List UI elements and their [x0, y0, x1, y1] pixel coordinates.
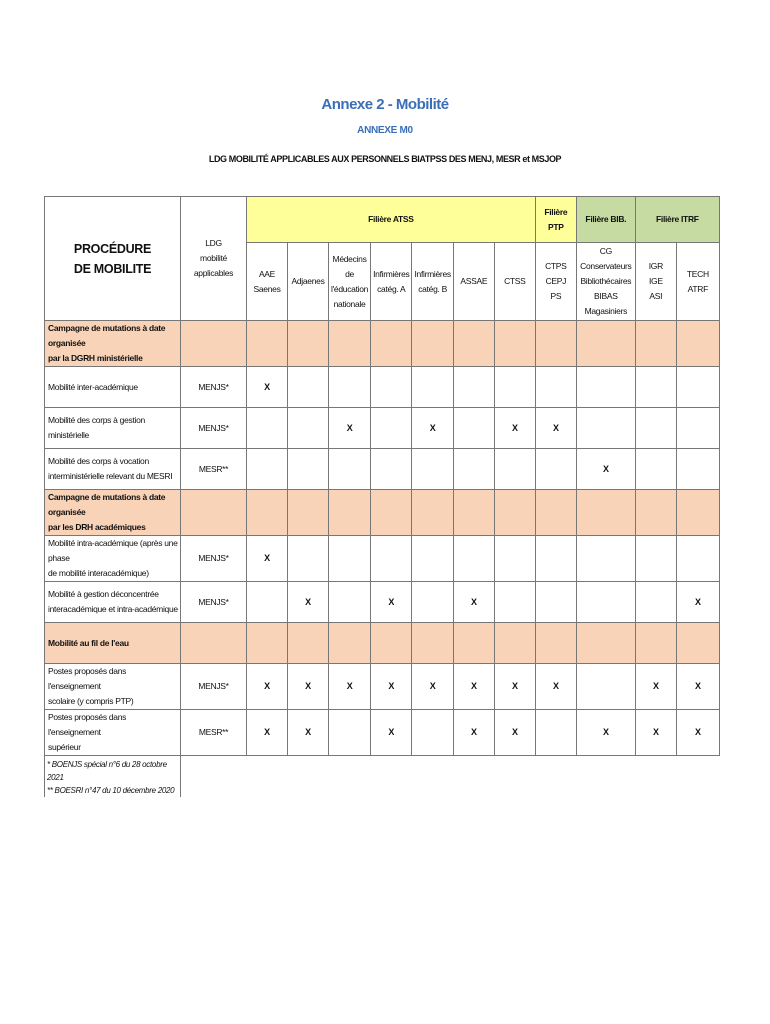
column-header — [412, 243, 453, 321]
group-header: Filière ATSS — [247, 197, 536, 243]
section-empty-cell — [371, 623, 412, 664]
column-header — [494, 243, 535, 321]
mark-cell — [535, 536, 576, 582]
mark-cell — [288, 408, 329, 449]
group-header: Filière ITRF — [635, 197, 719, 243]
footnotes-line: * BOENJS spécial n°6 du 28 octobre 2021 — [47, 760, 167, 782]
mark-cell — [412, 536, 453, 582]
procedure-label-line: Mobilité à gestion déconcentrée — [48, 589, 159, 599]
mark-cell — [412, 449, 453, 490]
table-heading: LDG MOBILITÉ APPLICABLES AUX PERSONNELS BIATPSS DES MENJ, MESR et MSJOP — [208, 154, 562, 164]
mark-cell: X — [371, 582, 412, 623]
section-empty-cell — [288, 321, 329, 367]
mark-cell: X — [371, 664, 412, 710]
mark-cell: X — [453, 582, 494, 623]
mark-cell — [635, 449, 676, 490]
procedure-label-line: supérieur — [48, 742, 81, 752]
mark-cell — [371, 536, 412, 582]
mark-cell — [635, 536, 676, 582]
section-label-line: Campagne de mutations à date organisée — [48, 492, 166, 517]
section-empty-cell — [676, 490, 719, 536]
column-header-line: Médecins — [332, 253, 367, 264]
mark-cell: X — [329, 408, 371, 449]
mark-cell: X — [412, 408, 453, 449]
section-empty-cell — [494, 321, 535, 367]
mark-cell — [453, 408, 494, 449]
section-empty-cell — [576, 321, 635, 367]
mark-cell — [494, 367, 535, 408]
mark-cell — [494, 582, 535, 623]
mark-cell — [535, 449, 576, 490]
mark-cell: X — [288, 710, 329, 756]
column-header — [247, 243, 288, 321]
mark-cell — [288, 449, 329, 490]
mark-cell — [676, 408, 719, 449]
mark-cell — [576, 664, 635, 710]
mark-cell: X — [635, 710, 676, 756]
mark-cell: X — [412, 664, 453, 710]
procedure-label-line: Mobilité inter-académique — [48, 381, 138, 392]
ldg-header — [181, 197, 247, 321]
mark-cell — [412, 367, 453, 408]
mark-cell — [247, 449, 288, 490]
section-empty-cell — [676, 623, 719, 664]
mark-cell: X — [535, 408, 576, 449]
mark-cell — [676, 367, 719, 408]
mark-cell — [576, 408, 635, 449]
section-empty-cell — [576, 490, 635, 536]
section-empty-cell — [371, 490, 412, 536]
notes-spacer — [181, 756, 720, 798]
mark-cell — [676, 449, 719, 490]
section-empty-cell — [412, 623, 453, 664]
column-header-line: TECH — [686, 268, 709, 279]
section-label-line: Mobilité au fil de l'eau — [48, 637, 129, 648]
mark-cell — [412, 710, 453, 756]
annex-subtitle: ANNEXE M0 — [357, 125, 413, 136]
section-label-line: Campagne de mutations à date organisée — [48, 323, 166, 348]
column-header-line: l'éducation — [331, 283, 369, 294]
column-header-line: de — [345, 268, 354, 279]
mark-cell: X — [676, 664, 719, 710]
mark-cell — [371, 449, 412, 490]
mark-cell — [371, 408, 412, 449]
ldg-value: MENJS* — [181, 582, 247, 623]
procedure-label-line: Mobilité des corps à gestion ministérielle — [48, 415, 145, 440]
section-label-line: par les DRH académiques — [48, 522, 146, 532]
section-empty-cell — [412, 321, 453, 367]
column-header-line: nationale — [333, 298, 366, 309]
procedure-label-line: scolaire (y compris PTP) — [48, 696, 134, 706]
section-empty-cell — [535, 623, 576, 664]
section-row — [45, 321, 720, 367]
mark-cell: X — [576, 449, 635, 490]
mark-cell — [329, 582, 371, 623]
section-empty-cell — [181, 490, 247, 536]
section-empty-cell — [371, 321, 412, 367]
section-row — [45, 623, 720, 664]
ldg-header-line: mobilité — [200, 253, 227, 263]
section-label-line: par la DGRH ministérielle — [48, 353, 143, 363]
mark-cell: X — [453, 664, 494, 710]
table-row — [45, 449, 720, 490]
ldg-value: MENJS* — [181, 367, 247, 408]
section-empty-cell — [635, 490, 676, 536]
mark-cell: X — [676, 582, 719, 623]
column-header-line: CEPJ — [545, 276, 567, 286]
procedure-label-line: de mobilité interacadémique) — [48, 568, 149, 578]
procedure-label-line: interministérielle relevant du MESRI — [48, 471, 173, 481]
mark-cell — [535, 710, 576, 756]
column-header-line: AAE — [258, 268, 276, 279]
column-header — [329, 243, 371, 321]
page-title: Annexe 2 - Mobilité — [321, 96, 449, 113]
column-header-line: IGE — [648, 276, 663, 286]
ldg-value: MESR** — [181, 449, 247, 490]
mark-cell — [576, 367, 635, 408]
mark-cell — [576, 536, 635, 582]
procedure-label — [45, 449, 181, 490]
mark-cell: X — [247, 367, 288, 408]
procedure-label-line: Mobilité des corps à vocation — [48, 456, 149, 466]
procedure-label-line: interacadémique et intra-académique — [48, 604, 178, 614]
mark-cell — [453, 367, 494, 408]
mark-cell: X — [494, 664, 535, 710]
mark-cell — [576, 582, 635, 623]
mark-cell: X — [494, 710, 535, 756]
section-label — [45, 321, 181, 367]
mark-cell: X — [247, 664, 288, 710]
mark-cell: X — [288, 582, 329, 623]
procedure-label-line: Postes proposés dans l'enseignement — [48, 712, 127, 737]
mark-cell — [453, 536, 494, 582]
procedure-label-line: Postes proposés dans l'enseignement — [48, 666, 127, 691]
section-empty-cell — [329, 321, 371, 367]
procedure-label — [45, 582, 181, 623]
column-header-line: Bibliothécaires — [580, 276, 632, 286]
section-empty-cell — [181, 321, 247, 367]
procedure-label — [45, 367, 181, 408]
section-empty-cell — [635, 321, 676, 367]
mark-cell: X — [635, 664, 676, 710]
section-empty-cell — [329, 623, 371, 664]
mark-cell — [247, 582, 288, 623]
section-empty-cell — [329, 490, 371, 536]
mark-cell — [288, 536, 329, 582]
column-header — [535, 243, 576, 321]
column-header-line: CTSS — [504, 276, 526, 286]
mark-cell: X — [576, 710, 635, 756]
group-header: Filière BIB. — [576, 197, 635, 243]
section-empty-cell — [412, 490, 453, 536]
table-row — [45, 536, 720, 582]
mark-cell: X — [371, 710, 412, 756]
column-header-line: Saenes — [253, 283, 281, 294]
column-header — [576, 243, 635, 321]
footnotes-line: ** BOESRI n°47 du 10 décembre 2020 — [47, 786, 175, 795]
section-label — [45, 623, 181, 664]
mark-cell: X — [453, 710, 494, 756]
section-empty-cell — [453, 321, 494, 367]
procedure-label-line: Mobilité intra-académique (après une phase — [48, 538, 178, 563]
section-empty-cell — [453, 623, 494, 664]
column-header-line: IGR — [648, 261, 663, 271]
column-header-line: Infirmières — [373, 268, 410, 279]
table-row — [45, 582, 720, 623]
ldg-value: MENJS* — [181, 408, 247, 449]
column-header-line: CG — [599, 246, 612, 256]
column-header — [635, 243, 676, 321]
section-empty-cell — [494, 490, 535, 536]
column-header-line: PS — [550, 291, 562, 301]
mark-cell: X — [494, 408, 535, 449]
section-empty-cell — [247, 490, 288, 536]
ldg-value: MENJS* — [181, 664, 247, 710]
column-header-line: ASSAE — [460, 276, 488, 286]
mark-cell — [494, 449, 535, 490]
procedure-label — [45, 408, 181, 449]
column-header — [676, 243, 719, 321]
procedure-header — [45, 197, 181, 321]
section-empty-cell — [576, 623, 635, 664]
section-empty-cell — [288, 623, 329, 664]
mark-cell — [371, 367, 412, 408]
column-header-line: CTPS — [545, 261, 567, 271]
column-header — [288, 243, 329, 321]
table-row — [45, 710, 720, 756]
procedure-header-line: PROCÉDURE — [73, 241, 152, 256]
section-label — [45, 490, 181, 536]
mark-cell — [329, 449, 371, 490]
section-empty-cell — [676, 321, 719, 367]
mark-cell — [329, 367, 371, 408]
mark-cell — [247, 408, 288, 449]
footnotes — [45, 756, 181, 798]
mark-cell — [453, 449, 494, 490]
mark-cell — [329, 710, 371, 756]
section-empty-cell — [181, 623, 247, 664]
mark-cell — [635, 582, 676, 623]
section-empty-cell — [535, 490, 576, 536]
ldg-value: MESR** — [181, 710, 247, 756]
mobility-table — [44, 196, 720, 797]
mark-cell: X — [247, 710, 288, 756]
procedure-header-line: DE MOBILITE — [73, 261, 152, 276]
procedure-label — [45, 664, 181, 710]
mark-cell — [329, 536, 371, 582]
notes-row — [45, 756, 720, 798]
column-header-line: BIBAS — [594, 291, 618, 301]
group-header: Filière PTP — [535, 197, 576, 243]
section-empty-cell — [247, 321, 288, 367]
ldg-value: MENJS* — [181, 536, 247, 582]
section-empty-cell — [535, 321, 576, 367]
column-header-line: Infirmières — [414, 268, 451, 279]
column-header-line: ATRF — [687, 283, 709, 294]
column-header — [371, 243, 412, 321]
ldg-header-line: LDG — [205, 238, 222, 248]
section-empty-cell — [494, 623, 535, 664]
mark-cell — [676, 536, 719, 582]
table-row — [45, 408, 720, 449]
procedure-label — [45, 710, 181, 756]
mark-cell: X — [535, 664, 576, 710]
mark-cell: X — [247, 536, 288, 582]
ldg-header-line: applicables — [193, 268, 234, 278]
section-empty-cell — [247, 623, 288, 664]
column-header-line: Adjaenes — [291, 276, 325, 286]
mark-cell — [494, 536, 535, 582]
mark-cell — [635, 367, 676, 408]
column-header-line: Magasiniers — [584, 306, 628, 316]
column-header-line: ASI — [649, 291, 663, 301]
section-row — [45, 490, 720, 536]
mark-cell — [535, 367, 576, 408]
mark-cell — [635, 408, 676, 449]
section-empty-cell — [635, 623, 676, 664]
procedure-label — [45, 536, 181, 582]
table-row — [45, 664, 720, 710]
column-header-line: Conservateurs — [580, 261, 632, 271]
column-header — [453, 243, 494, 321]
mark-cell: X — [288, 664, 329, 710]
group-header-row — [45, 197, 720, 243]
column-header-line: catég. B — [418, 283, 448, 294]
section-empty-cell — [288, 490, 329, 536]
mark-cell — [412, 582, 453, 623]
column-header-line: catég. A — [377, 283, 406, 294]
table-row — [45, 367, 720, 408]
mark-cell — [288, 367, 329, 408]
section-empty-cell — [453, 490, 494, 536]
mark-cell: X — [676, 710, 719, 756]
mark-cell — [535, 582, 576, 623]
mark-cell: X — [329, 664, 371, 710]
